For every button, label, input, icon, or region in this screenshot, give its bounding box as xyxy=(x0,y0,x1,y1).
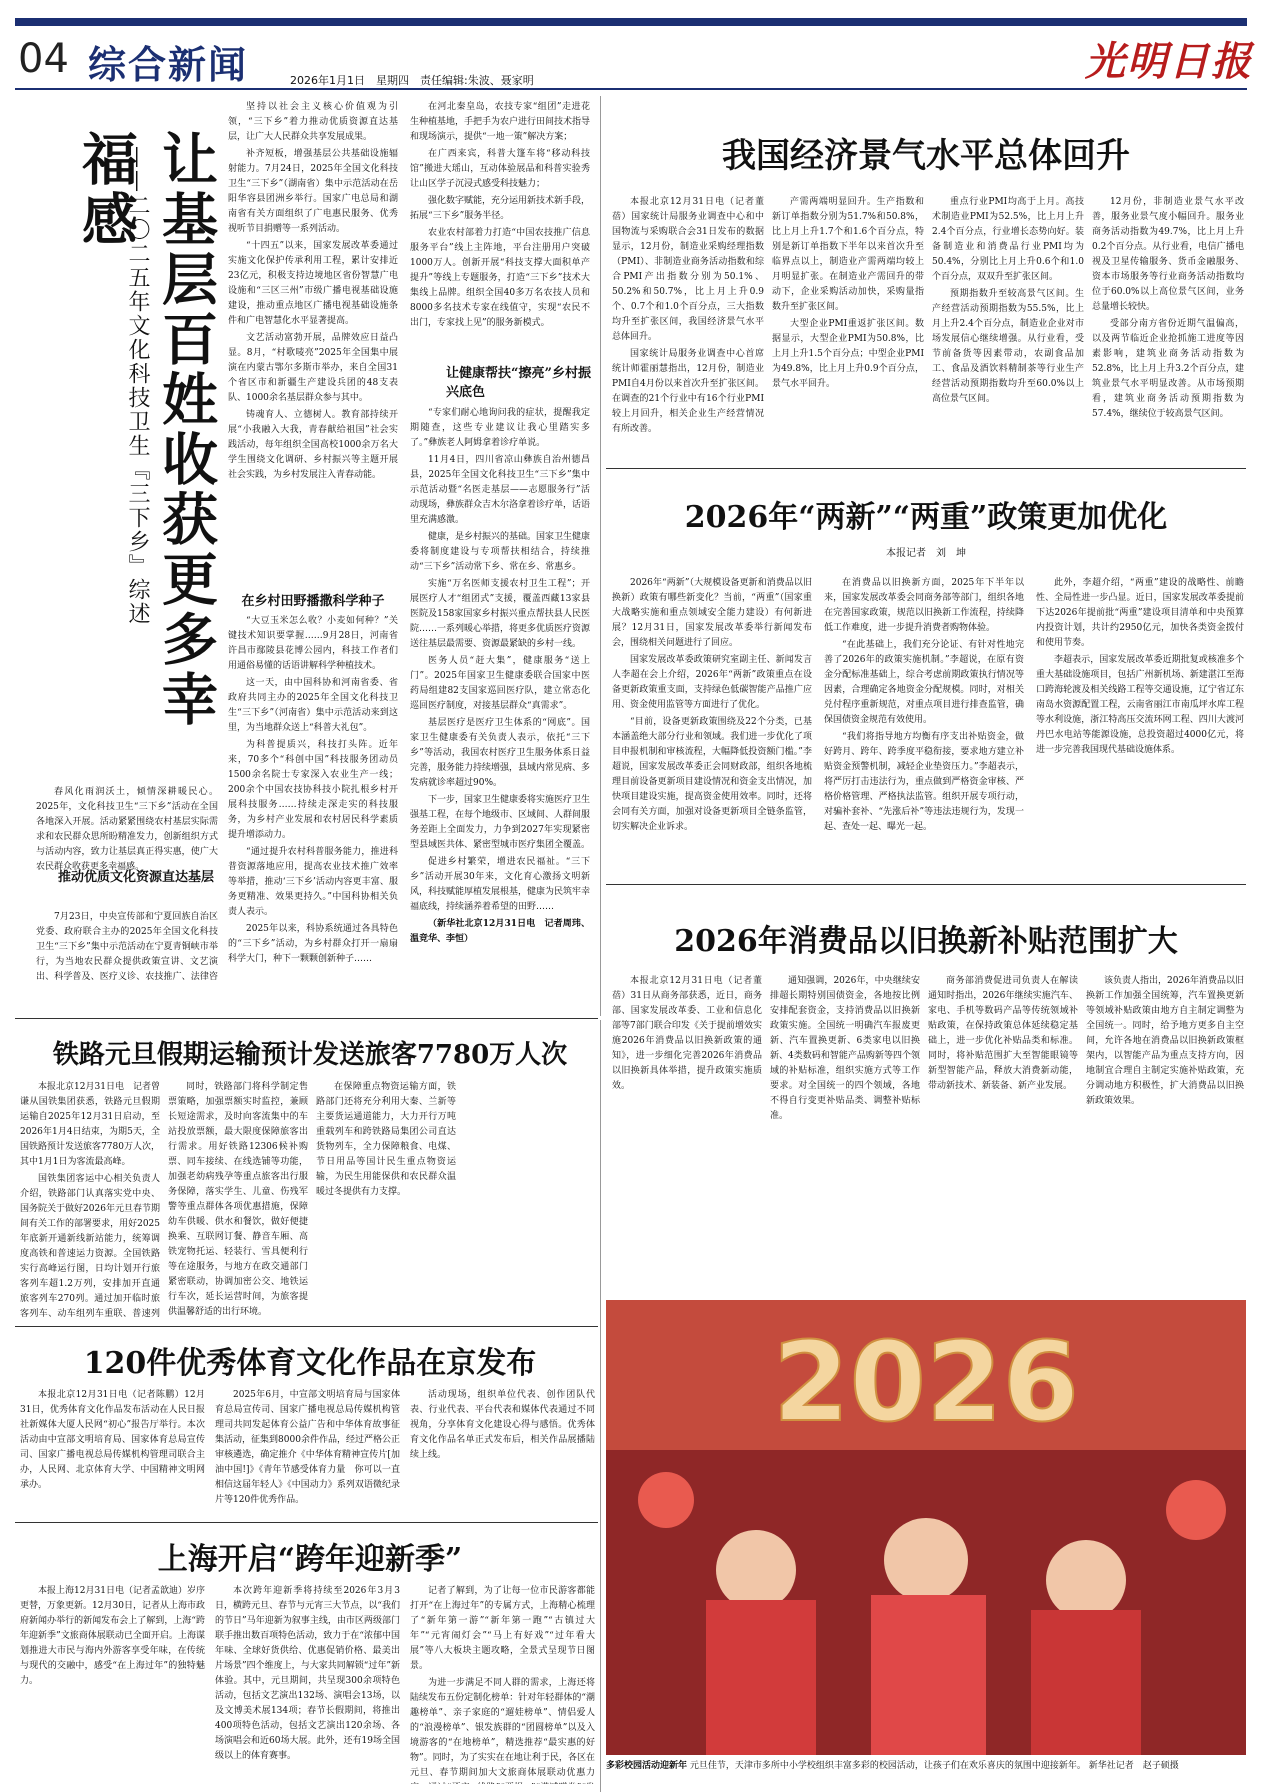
railway-col-3: 在保障重点物资运输方面，铁路部门还将充分利用大秦、兰新等主要货运通道能力，大力开行万吨重载列车和跨铁路局集团公司直达货物列车，全力保障粮食、电煤、节日用品等国计民生重点物资运输，为民生用能保供和农民群众温暖过冬提供有力支撑。 xyxy=(316,1082,456,1197)
news-photo xyxy=(606,1300,1246,1755)
shanghai-col-3: 记者了解到，为了让每一位市民游客都能打开“在上海过年”的专属方式，上海精心梳理了“新年第一游”“新年第一跑”“古镇过大年”“元宵闹灯会”“马上有好戏”“过年看大展”等八大板块主题攻略，全景式呈现节日图景。 为进一步满足不同人群的需求，上海还将陆续发布五份定制化榜单：针对年轻群体的“潮趣榜单”、亲子家庭的“遛娃榜单”、情侣爱人的“浪漫榜单”、银发族群的“团圆榜单”以及入境游客的“在地榜单”，精选推荐“最实惠的好物”。同时，为了实实在在地让利于民，各区在元旦、春节期间加大文旅商体展联动优惠力 xyxy=(410,1586,595,1778)
economy-col-3: 重点行业PMI均高于上月。高技术制造业PMI为52.5%，比上月上升2.4个百分点，行业增长态势向好。装备制造业和消费品行业PMI均为50.4%，分别比上月上升0.6个和1.0个百分点，双双升至扩张区间。 预期指数升至较高景气区间。生产经营活动预期指数为55.5%，比上月上升2.4个百分点，制造业企业对市场发展信心继续增强。从行业看，受节前备货等因素带动，农副食品加工、食品及酒饮料精制茶等行业生产经营活动预期指数均升至60.0%以上高位景气区间。 xyxy=(932,197,1084,404)
policy-title: 2026年“两新”“两重”政策更加优化 xyxy=(684,500,1168,535)
subsidy-col-3: 商务部消费促进司负责人在解读通知时指出，2026年继续实施汽车、家电、手机等数码产品等传统领域补贴政策，在保持政策总体延续稳定基础上，进一步优化补贴品类和标准。同时，将补贴范围扩大至智能眼镜等新型智能产品，释放大消费新动能，带动新技术、新装备、新产业发展。 xyxy=(928,976,1078,1091)
photo-illustration xyxy=(606,1300,1246,1755)
page-number: 04 xyxy=(18,36,69,82)
feature-subhead-1: 推动优质文化资源直达基层 xyxy=(58,870,215,885)
railway-col-2: 同时，铁路部门将科学制定售票策略，加强票额实时监控，兼顾长短途需求，及时向客流集中的车站投放票额，最大限度保障旅客出行需求。用好铁路12306候补购票、同车接续、在线选铺等功能，加强老幼病残孕等重点旅客出行服务保障，落实学生、儿童、伤残军警等重点群体各项优惠措施，保障幼车供暖、供水和餐饮，做好便捷换乘、互联网订餐、静音车厢、高铁宠物托运、轻装行、雪具便利行等在途服务，与地方在政交通部门紧密联动，协调加密公交、地铁运行车次，延长运营时间，为旅客提供温馨舒适的出行环境。 xyxy=(168,1082,308,1317)
feature-subhead-3: 让健康帮扶“擦亮”乡村振兴底色 xyxy=(446,366,591,400)
section-title: 综合新闻 xyxy=(88,43,249,87)
feature-subhead-2: 在乡村田野播撒科学种子 xyxy=(241,594,385,609)
paper-logo: 光明日报 xyxy=(1085,38,1253,85)
policy-col-2: 在消费品以旧换新方面，2025年下半年以来，国家发展改革委会同商务部等部门，组织各地在完善国家政策，规范以旧换新工作流程，持续降低工作难度，进一步提升消费者购物体验。 “在此基础上，我们充分论证、有针对性地完善了2026年的政策实施机制。”李超说，在原有资金分配标准基础上，综合考虑前期政策执行情况等因素，合理确定各地资金分配规模。同时，对相关兑付程序重新规范，对重点项目进行排查监管，确保国债资金规范有效使用。 “我们将指导地方均衡有序支出补贴资金，做好跨月、跨年、跨季度平稳衔接，要求地方建立补贴资金预警机制，减轻企业垫资压力。”李超表示，将严厉打击违法行为，重点做到严格资金审核、严格价格管理、严格执法监管。组织开展专项行动，对骗补套补、“先涨后补”等违法违规行为，发现一起、查处一起、曝光一起。 xyxy=(824,578,1024,832)
subsidy-col-4: 该负责人指出，2026年消费品以旧换新工作加强全国统筹，汽车置换更新等领域补贴政策由地方自主制定调整为全国统一。同时，给予地方更多自主空间，允许各地在消费品以旧换新政策框架内，以智能产品为重点支持方向，因地制宜合理自主制定实施补贴政策，充分调动地方积极性，扩大消费品以旧换新政策效果。 xyxy=(1086,976,1244,1106)
divider xyxy=(606,884,1246,885)
shanghai-col-1: 本报上海12月31日电（记者孟歆迪）岁序更替，万象更新。12月30日，记者从上海市政府新闻办举行的新闻发布会上了解到，上海“跨年迎新季”文旅商体展联动已全面开启。上海谋划推进大市民与海内外游客享受年味，在传统与现代的交融中，感受“在上海过年”的独特魅力。 xyxy=(20,1586,205,1686)
policy-col-3: 此外，李超介绍，“两重”建设的战略性、前瞻性、全局性进一步凸显。近日，国家发展改革委提前下达2026年提前批“两重”建设项目清单和中央预算内投资计划，共计约2950亿元，加快各类资金拨付和使用节奏。 李超表示，国家发展改革委近期批复或核准多个重大基础设施项目，包括广州新机场、新建湛江至海口跨海轮渡及相关线路工程等交通设施，辽宁省辽东南岛水资源配置工程，云南省丽江市南瓜坪水库工程等水利设施，浙江特高压交流环网工程、四川大渡河丹巴水电站等能源设施，总投资超过4000亿元，将进一步完善我国现代基础设施体系。 xyxy=(1036,578,1244,755)
divider xyxy=(15,1522,598,1523)
photo-caption-title: 多彩校园活动迎新年 xyxy=(606,1761,688,1771)
culture-col-3: 活动现场，组织单位代表、创作团队代表、行业代表、平台代表和媒体代表通过不同视角，分享体育文化建设心得与感悟。优秀体育文化作品名单正式发布后，相关作品展播陆续上线。 xyxy=(410,1390,595,1460)
feature-col-2: 坚持以社会主义核心价值观为引领，“三下乡”着力推动优质资源直达基层，让广大人民群众共享发展成果。 补齐短板，增强基层公共基础设施辐射能力。7月24日，2025年全国文化科技卫生“三下乡”（湖南省）集中示范活动在岳阳华容县团洲乡举行。国家广电总局和湖南省有关方面组织了广电惠民服务、优秀视听节目捐赠等一系列活动。 “十四五”以来，国家发展改革委通过实施文化保护传承利用工程，累计安排近23亿元，积极支持边境地区省份智慧广电设施和“三区三州”市级广播电视基础设施建设，推动重点地区广播电视基础设施条件和广电智慧化水平显著提高。 文艺活动富勃开展，品牌效应日益凸显。8月，“村歌唛亮”2025年全国集中展演在内蒙古鄂尔多斯市举办，来自全国31个省区市和新疆生产建设兵团的48支表队、1000余名基层群众参与其中。 铸魂育人、立德树人。教育部持续开展“小我融入大我，青春献给祖国”社会实践活动，每年组织全国高校1000余万名大学生围绕文化调研、乡村振兴等主题开展社会实践，为乡村发展注入青春动能。 xyxy=(228,102,398,480)
shanghai-col-2: 本次跨年迎新季将持续至2026年3月3日，横跨元旦、春节与元宵三大节点，以“我们的节日”马年迎新为叙事主线，由市区两级部门联手推出数百项特色活动，致力于在“浓郁中国年味、全球好货供给、优惠促销价格、最美出片场景”四个维度上，与大家共同解锁“过年”新体验。其中，元旦期间，共呈现300余项特色活动，包括文艺演出132场、演唱会13场，以及文博美术展134项；春节长假期间，将推出400项特色活动，包括文艺演出120余场、各场演唱会和近60场大展。此外，还有19场全国级以上的体育赛事。 xyxy=(215,1586,400,1761)
culture-col-1: 本报北京12月31日电（记者陈鹏）12月31日，优秀体育文化作品发布活动在人民日报社新媒体大厦人民网“初心”报告厅举行。本次活动由中宣部文明培育局、国家体育总局宣传司、国家广播电视总局传媒机构管理司联合主办，人民网、北京体育大学、中国精神文明网承办。 xyxy=(20,1390,205,1490)
column-divider xyxy=(600,1020,601,1792)
railway-title: 铁路元旦假期运输预计发送旅客7780万人次 xyxy=(52,1040,568,1070)
photo-caption-text: 元旦佳节，天津市多所中小学校组织丰富多彩的校园活动，让孩子们在欢乐喜庆的氛围中迎接新年。 xyxy=(689,1761,1086,1771)
photo-credit: 新华社记者 赵子硕摄 xyxy=(1088,1761,1179,1771)
feature-col-3: 在河北秦皇岛，农技专家“组团”走进花生种植基地，手把手为农户进行田间技术指导和现场演示，提供“一地一策”解决方案； 在广西来宾，科普大篷车将“移动科技馆”搬进大瑶山，互动体验展品和科普实验秀让山区学子沉浸式感受科技魅力； 强化数字赋能，充分运用新技术新手段，拓展“三下乡”服务半径。 农业农村部着力打造“中国农技推广信息服务平台”线上主阵地，平台注册用户突破1000万人。创新开展“科技支撑大面积单产提升”等线上专题服务，打造“三下乡”技术大集线上品牌。组织全国40多万名农技人员和8000多名技术专家在线值守，实现“农民不出门，专家找上见”的服务新模式。 xyxy=(410,102,590,328)
photo-caption xyxy=(606,1760,1246,1773)
divider xyxy=(606,468,1246,469)
top-rule xyxy=(15,18,1247,26)
subsidy-col-2: 通知强调，2026年，中央继续安排超长期特别国债资金，各地按比例安排配套资金，支持消费品以旧换新政策实施。全国统一明确汽车报废更新、汽车置换更新、6类家电以旧换新、4类数码和智能产品购新等四个领域的补贴标准，组织实施方式等工作要求。对全国统一的四个领域，各地不得自行变更补贴品类、调整补贴标准。 xyxy=(770,976,920,1121)
column-divider xyxy=(600,96,601,1016)
subsidy-title: 2026年消费品以旧换新补贴范围扩大 xyxy=(674,924,1178,959)
economy-title: 我国经济景气水平总体回升 xyxy=(722,136,1130,176)
economy-col-4: 12月份，非制造业景气水平改善，服务业景气度小幅回升。服务业商务活动指数为49.7%，比上月上升0.2个百分点。从行业看，电信广播电视及卫星传输服务、货币金融服务、资本市场服务等行业商务活动指数均位于60.0%以上高位景气区间，业务总量增长较快。 受部分南方省份近期气温偏高，以及两节临近企业抢抓施工进度等因素影响，建筑业商务活动指数为52.8%，比上月上升3.2个百分点，建筑业景气水平明显改善。从市场预期看，建筑业商务活动预期指数为57.4%，继续位于较高景气区间。 xyxy=(1092,197,1244,419)
divider xyxy=(15,1018,598,1019)
feature-lead: 春风化雨润沃土，倾情深耕暖民心。2025年，文化科技卫生“三下乡”活动在全国各地深入开展。活动紧紧围绕农村基层实际需求和农民群众思所盼精准发力，创新组织方式与活动内容，致力让基层真正得实惠，使广大农民群众收获更多幸福感。 xyxy=(36,787,218,872)
masthead-rule xyxy=(15,88,1247,90)
feature-col-3b: “专家们耐心地询问我的症状，提醒我定期随查，这些专业建议让我心里踏实多了。”彝族老人阿姆拿着诊疗单说。 11月4日，四川省凉山彝族自治州德昌县，2025年全国文化科技卫生“三下乡”集中示范活动暨“名医走基层——志愿服务行”活动现场，彝族群众吉木尔洛拿着诊疗单，话语里充满感激。 健康，是乡村振兴的基础。国家卫生健康委将制度建设与专项帮扶相结合，持续推动“三下乡”活动常下乡、常在乡、常惠乡。 实施“万名医师支援农村卫生工程”；开展医疗人才“组团式”支援，覆盖西藏13家县医院及158家国家乡村振兴重点帮扶县人民医院……一系列暖心举措，将更多优质医疗资源送往基层最需要、资源最紧缺的乡村一线。 医务人员“赶大集”，健康服务“送上门”。2025年国家卫生健康委联合国家中医药局组建82支国家巡回医疗队，建立常态化巡回医疗制度，对接基层群众“真需求”。 基层医疗是医疗卫生体系的“网底”。国家卫生健康委有关负责人表示，依托“三下乡”等活动，我国农村医疗卫生服务体系日益完善，服务能力持续增强，县域内常见病、多发病就诊率超过90%。 下一步，国家卫生健康委将实施医疗卫生强基工程，在每个地级市、区域间、人群间服务差距上全面发力，力争到2027年实现紧密型县域医共体、紧密型城市医疗集团全覆盖。 促进乡村繁荣，增进农民福祉。“三下乡”活动开展30年来，文化育心激扬文明新风，科技赋能厚植发展根基，健康为民筑牢幸福底线，持续涵养着希望的田野…… （新华社北京12月31日电 记者周玮、温竞华、李恒） xyxy=(410,408,590,944)
economy-col-2: 产需两端明显回升。生产指数和新订单指数分别为51.7%和50.8%，比上月上升1.7个和1.6个百分点，特别是新订单指数下半年以来首次升至临界点以上，制造业产需两端均较上月明显扩张。在制造业产需回升的带动下，企业采购活动加快，采购量指数升至扩张区间。 大型企业PMI重返扩张区间。数据显示，大型企业PMI为50.8%，比上月上升1.5个百分点；中型企业PMI为49.8%，比上月上升0.9个百分点，景气水平回升。 xyxy=(772,197,924,389)
railway-col-1: 本报北京12月31日电 记者曾谦从国铁集团获悉，铁路元旦假期运输自2025年12月31日启动，至2026年1月4日结束，为期5天，全国铁路预计发送旅客7780万人次，其中1月1日为客流最高峰。 国铁集团客运中心相关负责人介绍，铁路部门认真落实党中央、国务院关于做好2026年元旦春节期间有关工作的部署要求，用好2025年底新开通新线新站能力，统筹调度高铁和普速运力资源。全国铁路实行高峰运行图，日均计划开行旅客列车超1.2万列，安排加开直通旅客列车270列。通过加开临时旅客列车、动车组列车重联、普速列 xyxy=(20,1082,160,1319)
culture-col-2: 2025年6月，中宣部文明培育局与国家体育总局宣传司、国家广播电视总局传媒机构管理司共同发起体育公益广告和中华体育故事征集活动，征集到8000余件作品，经过严格公正审核遴选，确定推介《中华体育精神宣传片[加油中国!]》《青年节感受体育力量 你可以一直相信这届年轻人》《中国动力》系列双语微纪录片等120件优秀作品。 xyxy=(215,1390,400,1505)
policy-byline: 本报记者 刘 坤 xyxy=(886,548,966,559)
feature-title: 让基层百姓收获更多幸福感 xyxy=(73,130,219,730)
shanghai-title: 上海开启“跨年迎新季” xyxy=(157,1542,463,1577)
culture-title: 120件优秀体育文化作品在京发布 xyxy=(83,1346,537,1381)
policy-col-1: 2026年“两新”（大规模设备更新和消费品以旧换新）政策有哪些新变化？当前，“两重”（国家重大战略实施和重点领域安全能力建设）有何新进展？12月31日，国家发展改革委举行新闻发布会，围绕相关问题进行了回应。 国家发展改革委政策研究室副主任、新闻发言人李超在会上介绍，2026年“两新”政策重点在设备更新政策重支面，支持绿色低碳智能产品推广应用、资金使用监管等方面进行了优化。 “目前，设备更新政策围绕及22个分类，已基本涵盖绝大部分行业和领域。我们进一步优化了项目申报机制和审核流程，大幅降低投资额门槛。”李超说，国家发展改革委正会同财政部，组织各地梳理目前设备更新项目建设情况和资金支出情况，加快项目建设实施，提高资金使用效率。同时，还将会同有关方面，加强对设备更新项目全链条监管，切实解决企业诉求。 xyxy=(612,578,812,832)
feature-col-2b: “大豆玉米怎么收？小麦如何种？”关键技术知识要掌握……9月28日，河南省许昌市鄢陵县花博公园内，科技工作者们用通俗易懂的话语讲解科学种植技术。 这一天，由中国科协和河南省委、省政府共同主办的2025年全国文化科技卫生“三下乡”（河南省）集中示范活动来到这里，为当地群众送上“科普大礼包”。 为科普提质兴，科技打头阵。近年来，70多个“科创中国”科技服务团动员1500余名院士专家深入农业生产一线；200余个中国农技协科技小院扎根乡村开展科技服务……持续走深走实的科技服务，为乡村产业发展和农村居民科学素质提升增添动力。 “通过提升农村科普服务能力，推进科普资源落地应用，提高农业技术推广效率等举措，推动‘三下乡’活动内容更丰富、服务更精准、效果更持久。”中国科协相关负责人表示。 2025年以来，科协系统通过各具特色的“三下乡”活动，为乡村群众打开一扇扇科学大门，种下一颗颗创新种子…… xyxy=(228,616,398,964)
economy-col-1: 本报北京12月31日电（记者董蓓）国家统计局服务业调查中心和中国物流与采购联合会31日发布的数据显示，12月份，制造业采购经理指数（PMI）、非制造业商务活动指数和综合PMI产出指数分别为50.1%、50.2%和50.7%，比上月上升0.9个、0.7个和1.0个百分点，三大指数均升至扩张区间，我国经济景气水平总体回升。 国家统计局服务业调查中心首席统计师霍丽慧指出，12月份，制造业PMI自4月份以来首次升至扩张区间。在调查的21个行业中有16个行业PMI较上月回升，相关企业生产经营情况有所改善。 xyxy=(612,197,764,434)
feature-subtitle: ——二〇二五年文化科技卫生『三下乡』综述 xyxy=(125,146,150,626)
divider xyxy=(15,1326,598,1327)
feature-col-1-bottom: 7月23日，中央宣传部和宁夏回族自治区党委、政府联合主办的2025年全国文化科技卫生“三下乡”集中示范活动在宁夏青铜峡市举行，为当地农民群众提供政策宣讲、文艺演出、科学普及、医疗义诊、农技推广、法律咨 xyxy=(36,912,218,982)
subsidy-col-1: 本报北京12月31日电（记者董蓓）31日从商务部获悉，近日，商务部、国家发展改革委、工业和信息化部等7部门联合印发《关于提前增效实施2026年消费品以旧换新政策的通知》，进一步细化完善2026年消费品以旧换新具体举措，提升政策实施质效。 xyxy=(612,976,762,1091)
photo-year-text: 2026 xyxy=(772,1318,1080,1446)
date-line: 2026年1月1日 星期四 责任编辑:朱波、聂家明 xyxy=(290,74,534,87)
